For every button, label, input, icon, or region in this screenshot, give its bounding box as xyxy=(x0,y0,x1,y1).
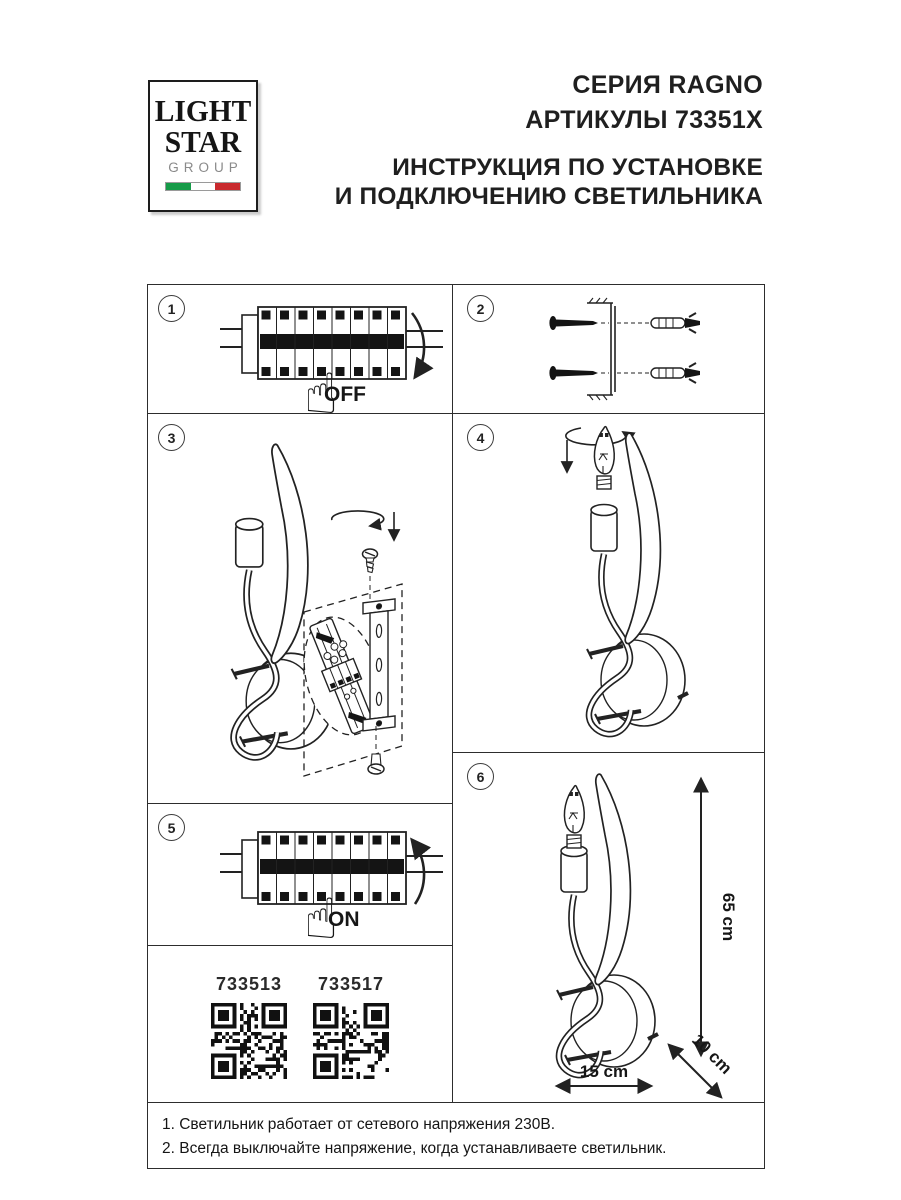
mounting-hardware-illustration xyxy=(523,293,753,408)
note-1: 1. Светильник работает от сетевого напряжения 230В. xyxy=(162,1116,556,1133)
article-number: 733513 xyxy=(215,974,283,994)
breaker-off-label: OFF xyxy=(324,383,366,406)
width-dimension-label: 15 cm xyxy=(579,1062,629,1081)
series-title: СЕРИЯ RAGNO xyxy=(572,71,763,99)
step-number-badge: 6 xyxy=(467,763,494,790)
step-number-badge: 4 xyxy=(467,424,494,451)
article-number: 733517 xyxy=(317,974,385,994)
instruction-grid xyxy=(147,284,765,1169)
document-header xyxy=(335,68,763,211)
step-panel-2 xyxy=(453,285,764,414)
step-number-badge: 5 xyxy=(158,814,185,841)
breaker-on-illustration xyxy=(216,814,448,938)
italian-flag-bar xyxy=(165,182,241,191)
qr-code xyxy=(313,1003,389,1079)
breaker-on-label: ON xyxy=(328,908,360,931)
instruction-title-line1: ИНСТРУКЦИЯ ПО УСТАНОВКЕ xyxy=(392,154,763,181)
qr-panel xyxy=(148,946,453,1103)
qr-code xyxy=(211,1003,287,1079)
note-2: 2. Всегда выключайте напряжение, когда устанавливаете светильник. xyxy=(162,1140,667,1157)
step-panel-5 xyxy=(148,804,453,946)
step-panel-6 xyxy=(453,753,764,1103)
step-number-badge: 3 xyxy=(158,424,185,451)
bulb-installation-illustration xyxy=(525,416,697,752)
depth-dimension-label: 10 cm xyxy=(688,1030,736,1078)
dimensions-illustration xyxy=(453,753,764,1103)
qr-block xyxy=(313,974,389,1084)
step-panel-3 xyxy=(148,414,453,804)
instruction-title-line2: И ПОДКЛЮЧЕНИЮ СВЕТИЛЬНИКА xyxy=(334,183,763,210)
instruction-title xyxy=(335,153,763,211)
step-panel-4 xyxy=(453,414,764,753)
qr-block xyxy=(211,974,287,1084)
lightstar-logo xyxy=(148,80,258,212)
step-number-badge: 2 xyxy=(467,295,494,322)
logo-word-group: GROUP xyxy=(168,160,243,175)
lamp-mounting-illustration xyxy=(154,414,450,802)
notes-section xyxy=(148,1103,764,1168)
breaker-off-illustration xyxy=(216,289,448,413)
step-panel-1 xyxy=(148,285,453,414)
logo-word-star: STAR xyxy=(164,124,242,159)
step-number-badge: 1 xyxy=(158,295,185,322)
height-dimension-label: 65 cm xyxy=(719,892,738,942)
logo-word-light: LIGHT xyxy=(154,93,252,128)
articles-title: АРТИКУЛЫ 73351X xyxy=(525,106,763,134)
